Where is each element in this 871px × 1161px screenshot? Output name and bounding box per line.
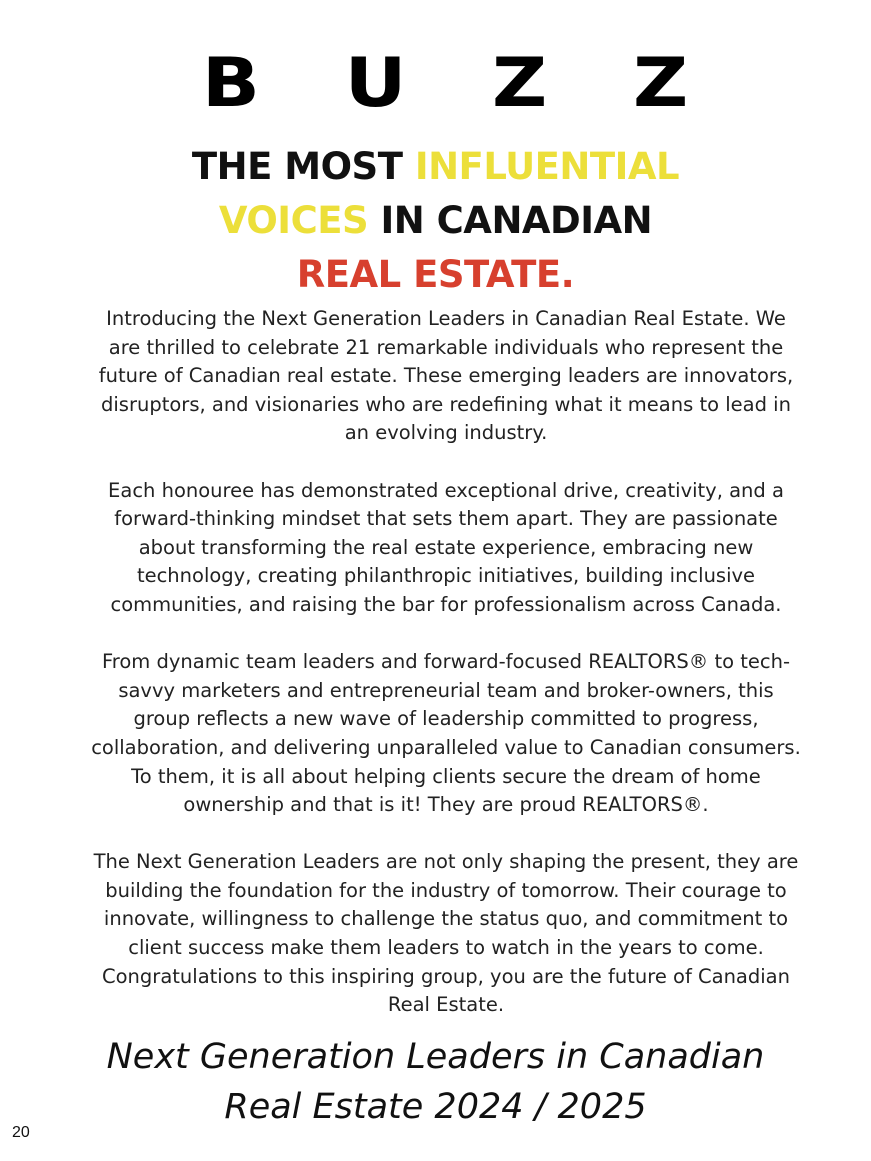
article-body [88,305,804,1020]
headline-highlight: VOICES [218,199,369,242]
masthead-letter: B [201,44,260,123]
footer-title-line-2: Real Estate 2024 / 2025 [224,1087,647,1127]
masthead-letter: U [344,44,407,123]
paragraph: The Next Generation Leaders are not only shaping the present, they are building the foundation for the industry of tomorrow. Their courage to innovate, willingness to challenge the status quo, and commitment to client success make them leaders to watch in the years to come. Congratulations to this inspiring group, you are the future of Canadian Real Estate. [93,850,799,1017]
footer-title [0,1032,871,1132]
masthead-logo [201,44,688,123]
page-headline [0,140,871,302]
headline-line-2 [0,194,871,248]
headline-highlight: INFLUENTIAL [414,145,680,188]
paragraph: Each honouree has demonstrated exceptional drive, creativity, and a forward-thinking mindset that sets them apart. They are passionate about transforming the real estate experience, embracing new technology, creating philanthropic initiatives, building inclusive communities, and raising the bar for professionalism across Canada. [108,478,784,616]
paragraph: From dynamic team leaders and forward-focused REALTORS® to tech-savvy marketers and entrepreneurial team and broker-owners, this group reflects a new wave of leadership committed to progress, collaboration, and delivering unparalleled value to Canadian consumers. To them, it is all about helping clients secure the dream of home ownership and that is it! They are proud REALTORS®. [91,650,801,817]
masthead-letter: Z [491,44,548,123]
paragraph: Introducing the Next Generation Leaders in Canadian Real Estate. We are thrilled to celebrate 21 remarkable individuals who represent the future of Canadian real estate. These emerging leaders are innovators, disruptors, and visionaries who are redefining what it means to lead in an evolving industry. [98,307,794,445]
headline-text: THE MOST [191,145,415,188]
footer-title-line-1: Next Generation Leaders in Canadian [106,1037,765,1077]
headline-line-1 [0,140,871,194]
headline-line-3 [0,248,871,302]
headline-text: IN CANADIAN [368,199,653,242]
headline-emphasis: REAL ESTATE. [296,253,575,296]
page-number: 20 [12,1124,30,1141]
masthead-letter: Z [632,44,688,123]
